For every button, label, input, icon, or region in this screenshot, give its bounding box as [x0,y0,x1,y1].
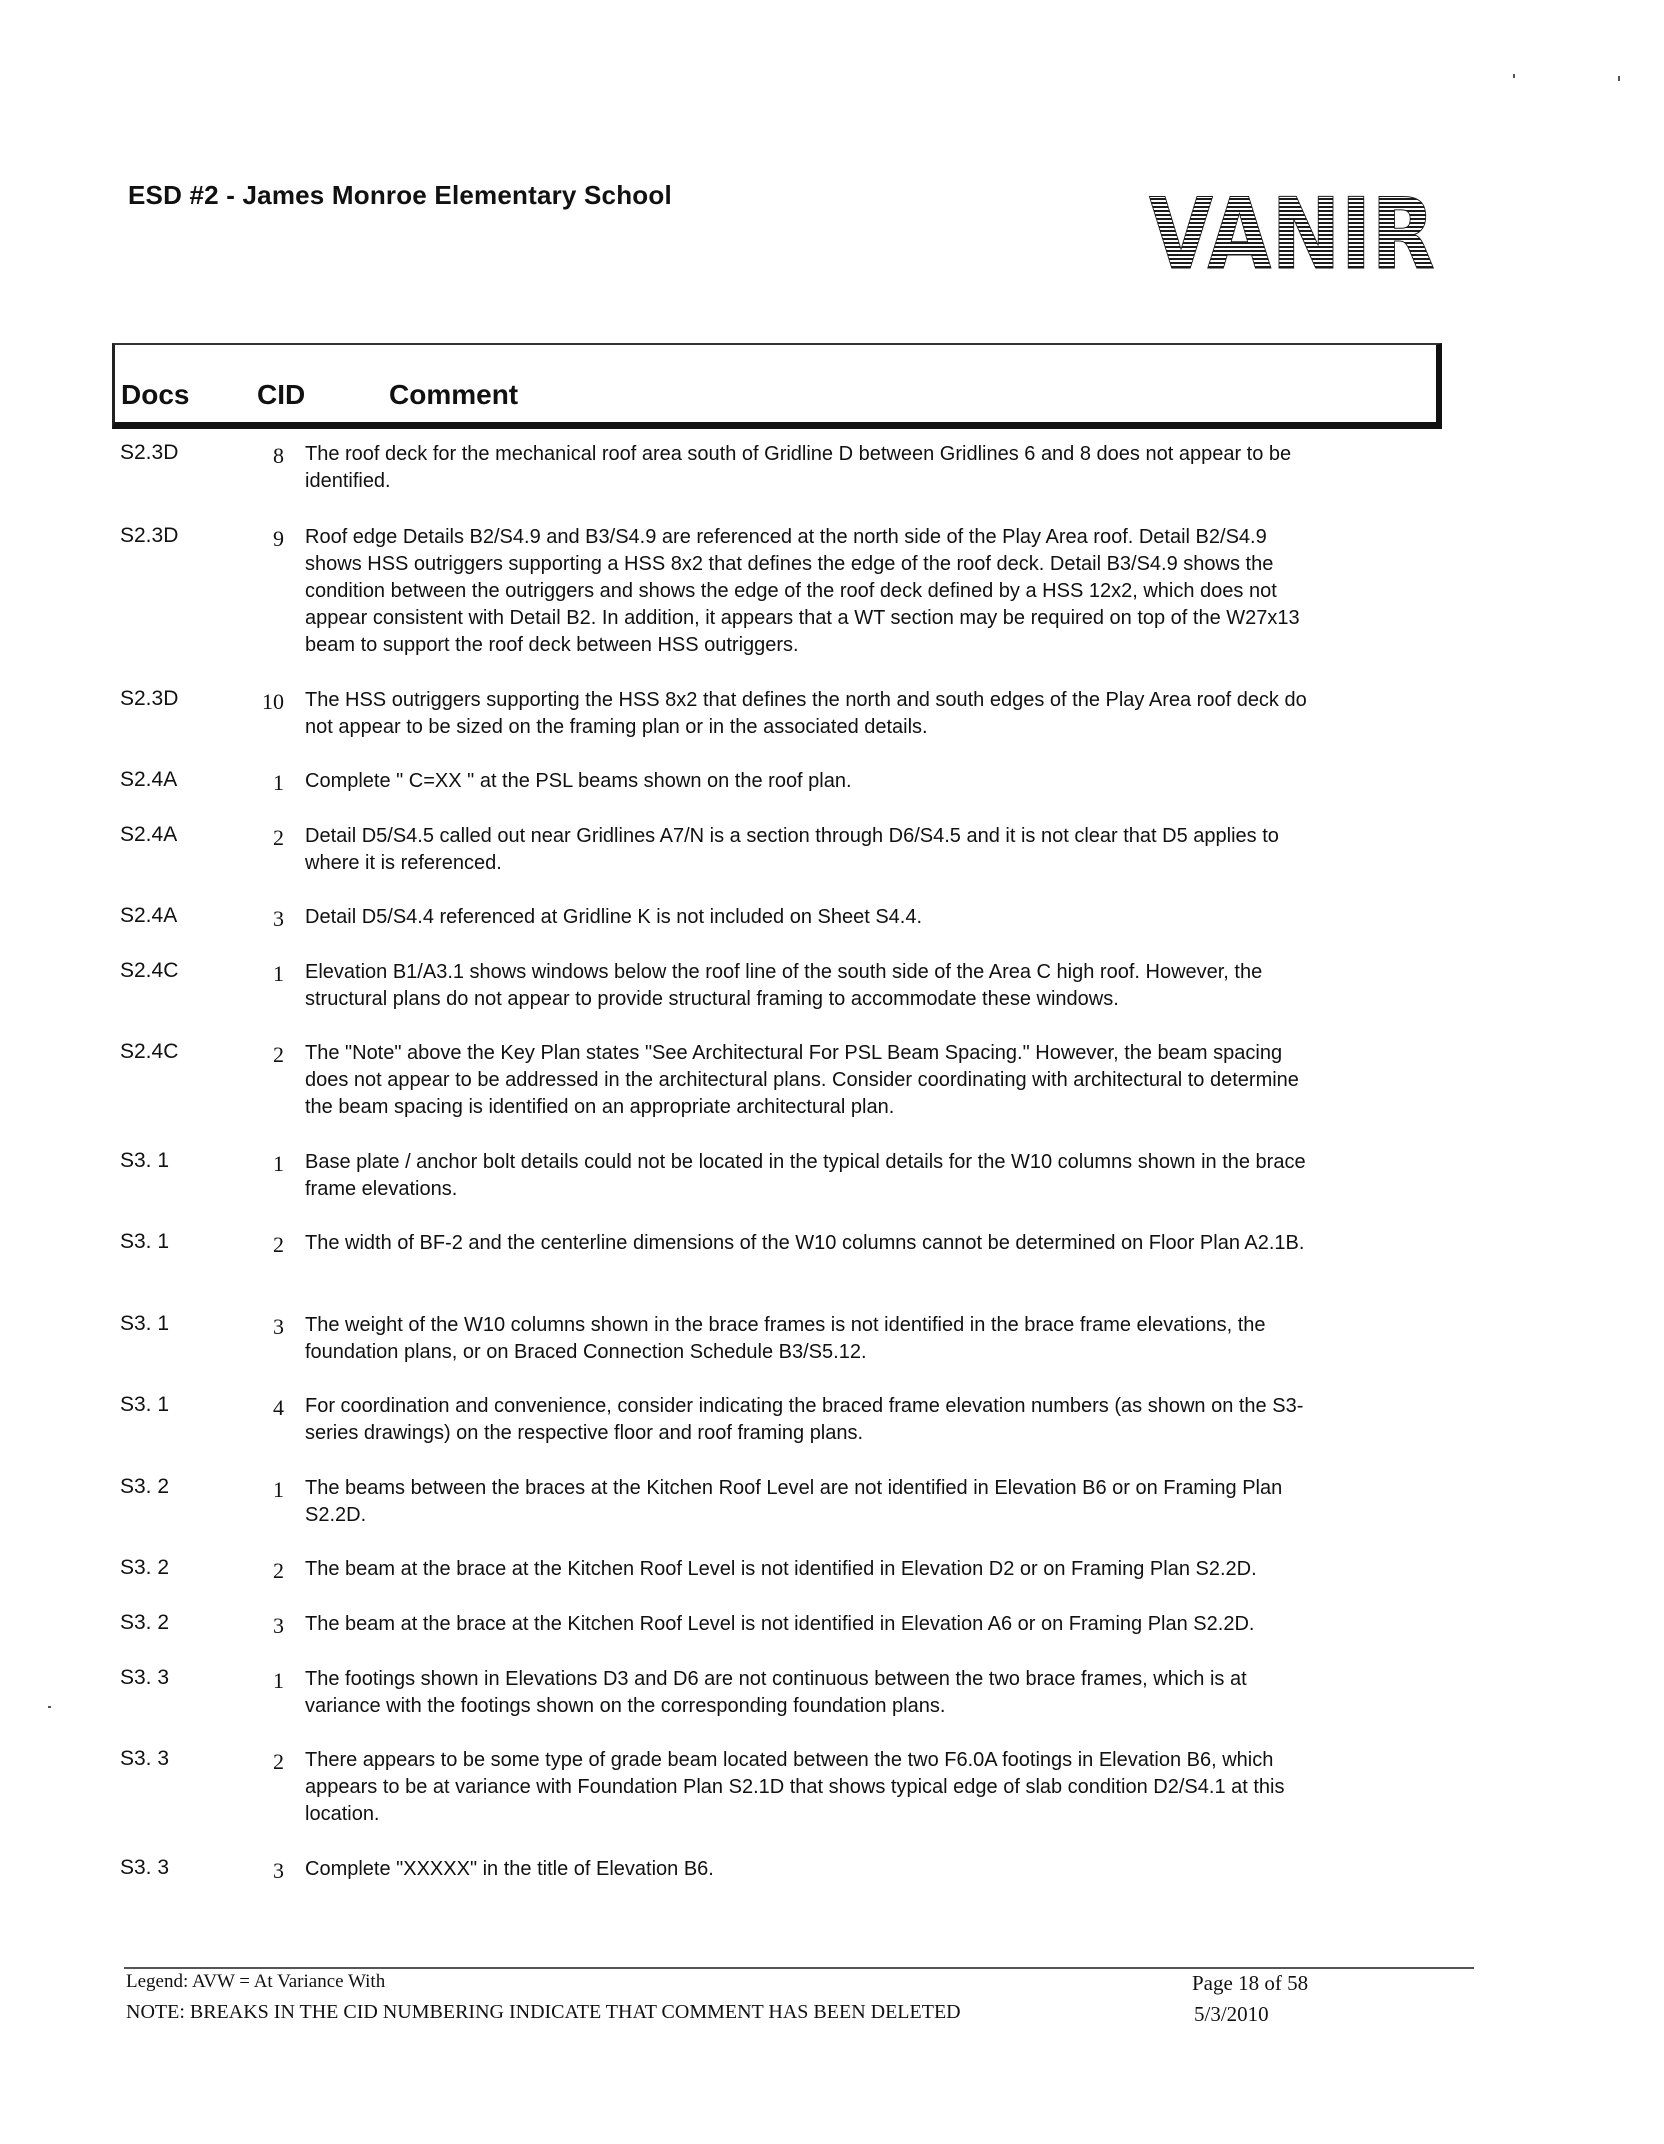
cid-cell: 1 [273,1477,284,1502]
page-number: Page 18 of 58 [1192,1971,1309,1995]
comment-cell: For coordination and convenience, consider indicating the braced frame elevation numbers (as shown on the S3-series drawings) on the respective floor and roof framing plans. [305,1395,1304,1444]
comment-cell: The weight of the W10 columns shown in the brace frames is not identified in the brace frame elevations, the foundation plans, or on Braced Connection Schedule B3/S5.12. [305,1314,1266,1363]
cid-cell: 3 [273,1613,284,1638]
comment-cell: The beam at the brace at the Kitchen Roof Level is not identified in Elevation A6 or on Framing Plan S2.2D. [305,1613,1255,1635]
cid-cell: 1 [273,961,284,986]
comment-cell: Detail D5/S4.5 called out near Gridlines A7/N is a section through D6/S4.5 and it is not clear that D5 applies to where it is referenced. [305,825,1279,874]
cid-cell: 4 [273,1395,284,1420]
doc-cell: S2.3D [120,441,179,464]
doc-cell: S3. 1 [120,1393,170,1416]
svg-text:VANIR: VANIR [1149,178,1435,292]
cid-cell: 2 [273,825,284,850]
doc-cell: S3. 2 [120,1611,170,1634]
table-header [112,343,1442,429]
doc-cell: S2.4C [120,959,179,982]
document-date: 5/3/2010 [1194,2002,1269,2026]
comment-cell: The footings shown in Elevations D3 and D6 are not continuous between the two brace frames, which is at variance with the footings shown on the corresponding foundation plans. [305,1668,1247,1717]
cid-cell: 2 [273,1749,284,1774]
doc-cell: S3. 1 [120,1149,170,1172]
comment-cell: Roof edge Details B2/S4.9 and B3/S4.9 are referenced at the north side of the Play Area roof. Detail B2/S4.9 shows HSS outriggers supporting a HSS 8x2 that defines the edge of the roof deck. Detail B3/S4.9 shows the condition between the outriggers and shows the edge of the roof deck defined by a HSS 12x2, which does not appear consistent with Detail B2. In addition, it appears that a WT section may be required on top of the W27x13 beam to support the roof deck between HSS outriggers. [305,526,1300,656]
doc-cell: S3. 1 [120,1230,170,1253]
cid-cell: 3 [273,1314,284,1339]
doc-cell: S2.3D [120,524,179,547]
comment-cell: The width of BF-2 and the centerline dimensions of the W10 columns cannot be determined on Floor Plan A2.1B. [305,1232,1305,1254]
footer-divider [124,1967,1474,1969]
cid-cell: 8 [273,443,284,468]
doc-cell: S3. 2 [120,1475,170,1498]
cid-cell: 1 [273,770,284,795]
page-title: ESD #2 - James Monroe Elementary School [128,180,672,210]
doc-cell: S3. 3 [120,1666,170,1689]
doc-cell: S2.4A [120,823,178,846]
legend-text: Legend: AVW = At Variance With [126,1971,386,1992]
deletion-note: NOTE: BREAKS IN THE CID NUMBERING INDICATE THAT COMMENT HAS BEEN DELETED [126,2001,961,2023]
doc-cell: S3. 3 [120,1747,170,1770]
column-header-comment: Comment [389,379,519,410]
doc-cell: S2.4A [120,904,178,927]
doc-cell: S2.4A [120,768,178,791]
doc-cell: S2.3D [120,687,179,710]
column-header-docs: Docs [121,379,190,410]
scan-speck [1618,76,1620,81]
scan-speck [1513,74,1515,78]
cid-cell: 1 [273,1668,284,1693]
comment-cell: The beams between the braces at the Kitchen Roof Level are not identified in Elevation B6 or on Framing Plan S2.2D. [305,1477,1283,1526]
doc-cell: S3. 1 [120,1312,170,1335]
comment-cell: There appears to be some type of grade beam located between the two F6.0A footings in Elevation B6, which appears to be at variance with Foundation Plan S2.1D that shows typical edge of slab condition D2/S4.1 at this location. [305,1749,1285,1825]
vanir-logo [1148,178,1436,292]
doc-cell: S3. 2 [120,1556,170,1579]
cid-cell: 10 [262,689,284,714]
doc-cell: S3. 3 [120,1856,170,1879]
comment-cell: Base plate / anchor bolt details could not be located in the typical details for the W10 columns shown in the brace frame elevations. [305,1151,1306,1200]
cid-cell: 1 [273,1151,284,1176]
scan-speck [48,1706,51,1708]
comment-cell: The roof deck for the mechanical roof area south of Gridline D between Gridlines 6 and 8 does not appear to be identified. [305,443,1292,492]
comment-cell: The beam at the brace at the Kitchen Roof Level is not identified in Elevation D2 or on Framing Plan S2.2D. [305,1558,1257,1580]
comment-cell: Complete "XXXXX" in the title of Elevation B6. [305,1858,714,1880]
cid-cell: 9 [273,526,284,551]
cid-cell: 2 [273,1558,284,1583]
cid-cell: 2 [273,1042,284,1067]
cid-cell: 3 [273,1858,284,1883]
column-header-cid: CID [257,379,306,410]
comment-cell: Elevation B1/A3.1 shows windows below the roof line of the south side of the Area C high roof. However, the structural plans do not appear to provide structural framing to accommodate these windows. [305,961,1263,1010]
cid-cell: 2 [273,1232,284,1257]
cid-cell: 3 [273,906,284,931]
comment-cell: Complete " C=XX " at the PSL beams shown on the roof plan. [305,770,852,792]
doc-cell: S2.4C [120,1040,179,1063]
comment-cell: The "Note" above the Key Plan states "See Architectural For PSL Beam Spacing." However, the beam spacing does not appear to be addressed in the architectural plans. Consider coordinating with architectural to determine the beam spacing is identified on an appropriate architectural plan. [305,1042,1299,1118]
comment-cell: The HSS outriggers supporting the HSS 8x2 that defines the north and south edges of the Play Area roof deck do not appear to be sized on the framing plan or in the associated details. [305,689,1307,738]
comment-cell: Detail D5/S4.4 referenced at Gridline K is not included on Sheet S4.4. [305,906,923,928]
